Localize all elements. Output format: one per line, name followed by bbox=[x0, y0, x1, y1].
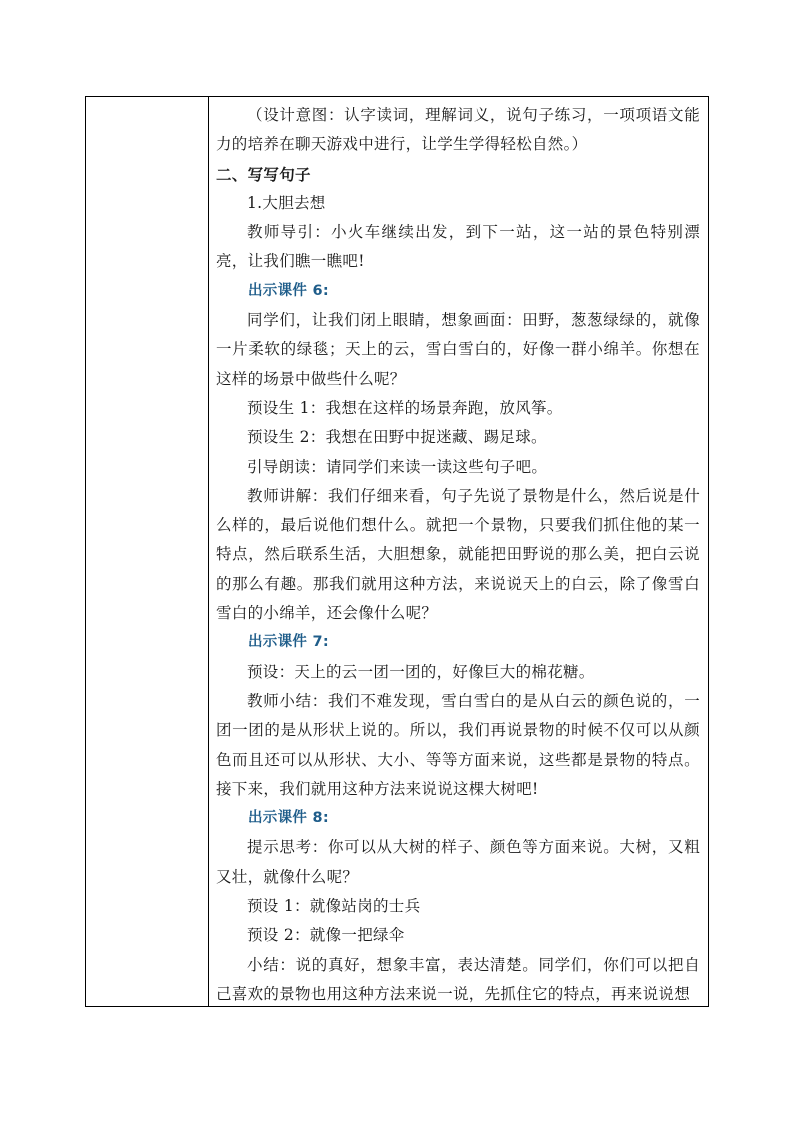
design-intent-paragraph: （设计意图：认字读词，理解词义，说句子练习，一项项语文能力的培养在聊天游戏中进行，让学生学得轻松自然。） bbox=[216, 106, 700, 154]
preset-2: 预设 2：就像一把绿伞 bbox=[247, 926, 405, 945]
teacher-guide-paragraph: 教师导引：小火车继续出发，到下一站，这一站的景色特别漂亮，让我们瞧一瞧吧! bbox=[216, 223, 700, 271]
courseware-label: 出示课件 7: bbox=[248, 634, 330, 651]
table-content-cell bbox=[209, 97, 708, 1006]
preset-paragraph: 预设：天上的云一团一团的，好像巨大的棉花糖。 bbox=[247, 662, 595, 681]
imagine-paragraph: 同学们，让我们闭上眼睛，想象画面：田野，葱葱绿绿的，就像一片柔软的绿毯；天上的云，雪白雪白的，好像一群小绵羊。你想在这样的场景中做些什么呢？ bbox=[216, 311, 700, 388]
preset-student-2: 预设生 2：我想在田野中捉迷藏、踢足球。 bbox=[247, 428, 547, 447]
table-left-column bbox=[86, 97, 209, 1006]
lesson-plan-table bbox=[85, 96, 709, 1007]
teacher-summary: 教师小结：我们不难发现，雪白雪白的是从白云的颜色说的，一团一团的是从形状上说的。所以，我们再说景物的时候不仅可以从颜色而且还可以从形状、大小、等等方面来说，这些都是景物的特点。接下来，我们就用这种方法来说说这棵大树吧! bbox=[216, 691, 700, 798]
section-heading: 二、写写句子 bbox=[216, 164, 311, 184]
preset-student-1: 预设生 1：我想在这样的场景奔跑，放风筝。 bbox=[247, 398, 563, 417]
guided-reading: 引导朗读：请同学们来读一读这些句子吧。 bbox=[247, 457, 548, 476]
subsection-title: 1.大胆去想 bbox=[247, 193, 326, 212]
courseware-label: 出示课件 8: bbox=[248, 810, 330, 827]
courseware-label: 出示课件 6: bbox=[248, 282, 330, 299]
summary-paragraph: 小结：说的真好，想象丰富，表达清楚。同学们，你们可以把自己喜欢的景物也用这种方法来说一说，先抓住它的特点，再来说说想 bbox=[216, 955, 700, 1003]
hint-paragraph: 提示思考：你可以从大树的样子、颜色等方面来说。大树，又粗又壮，就像什么呢？ bbox=[216, 838, 700, 886]
teacher-explanation: 教师讲解：我们仔细来看，句子先说了景物是什么，然后说是什么样的，最后说他们想什么。就把一个景物，只要我们抓住他的某一特点，然后联系生活，大胆想象，就能把田野说的那么美，把白云说的那么有趣。那我们就用这种方法，来说说天上的白云，除了像雪白雪白的小绵羊，还会像什么呢？ bbox=[216, 486, 700, 623]
preset-1: 预设 1：就像站岗的士兵 bbox=[247, 897, 421, 916]
